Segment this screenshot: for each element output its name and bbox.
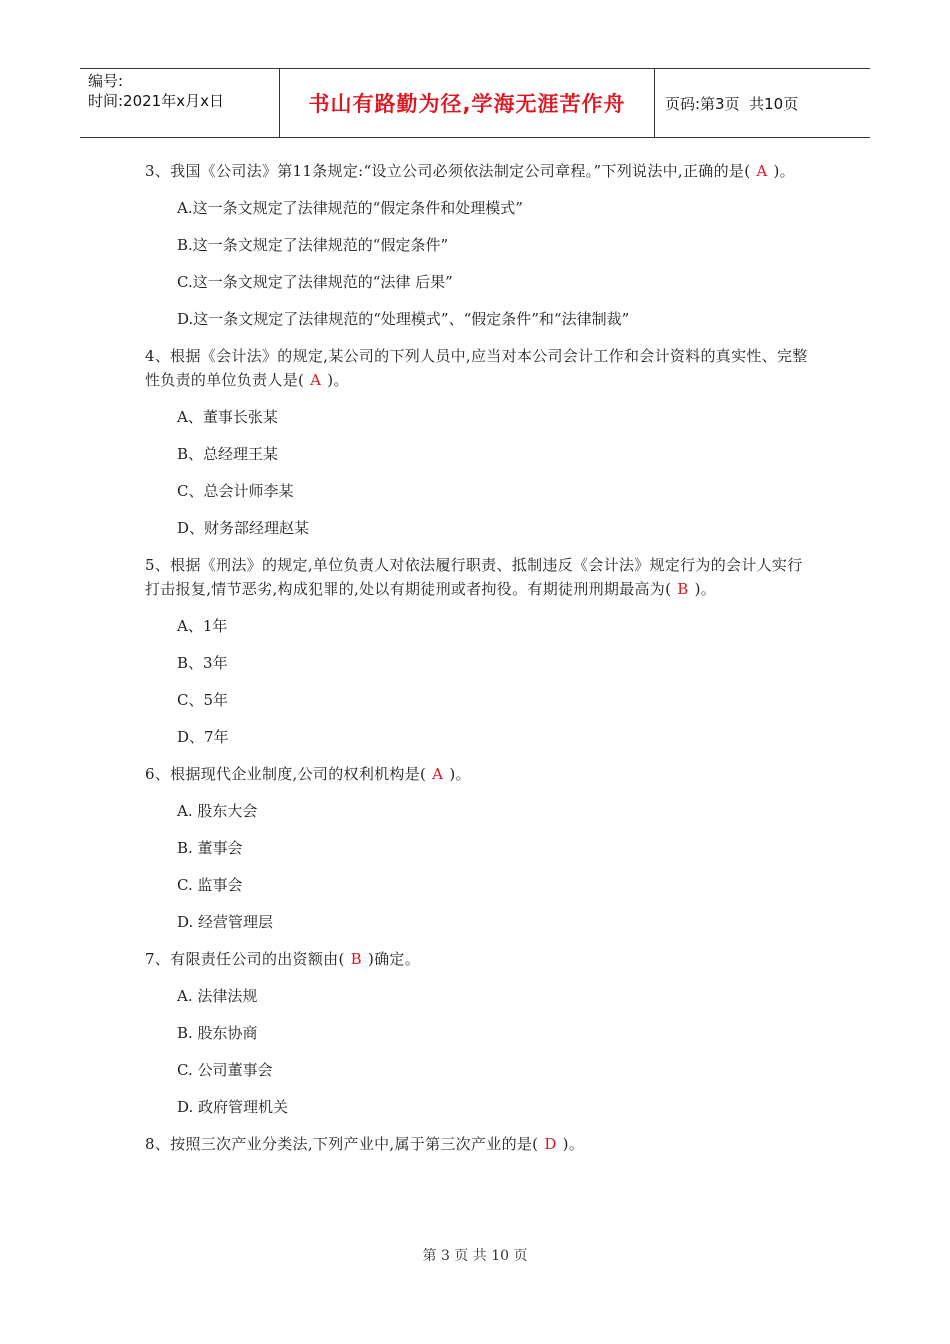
question-tail: )。 <box>562 1135 585 1153</box>
question-7 <box>145 947 810 971</box>
option: C. 监事会 <box>177 876 243 894</box>
answer-mark: B <box>677 580 689 598</box>
page-label: 页码:第3页 共10页 <box>665 94 799 113</box>
question-tail: )。 <box>449 765 471 783</box>
option: C.这一条文规定了法律规范的“法律 后果” <box>177 273 453 291</box>
question-5 <box>145 553 810 601</box>
header-page-info <box>655 69 870 137</box>
option: A、董事长张某 <box>177 408 278 426</box>
question-8 <box>145 1132 810 1156</box>
option: A、1年 <box>177 617 228 635</box>
page-footer <box>0 1245 950 1265</box>
option: D. 政府管理机关 <box>177 1098 289 1116</box>
question-text: 6、根据现代企业制度,公司的权利机构是( <box>145 765 427 783</box>
question-text: 3、我国《公司法》第11条规定:“设立公司必须依法制定公司章程。”下列说法中,正确的是( <box>145 162 751 180</box>
answer-mark: A <box>756 162 768 180</box>
question-text: 8、按照三次产业分类法,下列产业中,属于第三次产业的是( <box>145 1135 539 1153</box>
answer-mark: A <box>310 371 322 389</box>
option: C、总会计师李某 <box>177 482 294 500</box>
option: D.这一条文规定了法律规范的“处理模式”、“假定条件”和“法律制裁” <box>177 310 630 328</box>
question-text: 4、根据《会计法》的规定,某公司的下列人员中,应当对本公司会计工作和会计资料的真实性、完整性负责的单位负责人是( <box>145 347 808 389</box>
option: D. 经营管理层 <box>177 913 274 931</box>
option: B、3年 <box>177 654 228 672</box>
option: D、财务部经理赵某 <box>177 519 310 537</box>
option: C、5年 <box>177 691 229 709</box>
option: B. 董事会 <box>177 839 243 857</box>
answer-mark: D <box>544 1135 557 1153</box>
question-tail: )。 <box>327 371 349 389</box>
question-3 <box>145 159 810 183</box>
option: A. 股东大会 <box>177 802 258 820</box>
option: B. 股东协商 <box>177 1024 258 1042</box>
option: B、总经理王某 <box>177 445 279 463</box>
question-tail: )。 <box>773 162 795 180</box>
question-tail: )。 <box>694 580 717 598</box>
option: D、7年 <box>177 728 229 746</box>
option: B.这一条文规定了法律规范的“假定条件” <box>177 236 449 254</box>
document-body <box>145 159 810 1169</box>
question-text: 7、有限责任公司的出资额由( <box>145 950 345 968</box>
answer-mark: B <box>350 950 362 968</box>
footer-page-number: 第 3 页 共 10 页 <box>422 1248 528 1264</box>
question-text: 5、根据《刑法》的规定,单位负责人对依法履行职责、抵制违反《会计法》规定行为的会计人实行打击报复,情节恶劣,构成犯罪的,处以有期徒刑或者拘役。有期徒刑刑期最高为( <box>145 556 803 598</box>
time-label: 时间:2021年x月x日 <box>88 92 224 110</box>
answer-mark: A <box>432 765 444 783</box>
question-4 <box>145 344 810 392</box>
option: C. 公司董事会 <box>177 1061 273 1079</box>
header-motto: 书山有路勤为径,学海无涯苦作舟 <box>280 69 655 137</box>
page-header <box>80 68 870 138</box>
question-6 <box>145 762 810 786</box>
question-tail: )确定。 <box>367 950 420 968</box>
code-label: 编号: <box>88 72 124 90</box>
option: A. 法律法规 <box>177 987 258 1005</box>
option: A.这一条文规定了法律规范的“假定条件和处理模式” <box>177 199 523 217</box>
header-meta <box>80 69 280 137</box>
